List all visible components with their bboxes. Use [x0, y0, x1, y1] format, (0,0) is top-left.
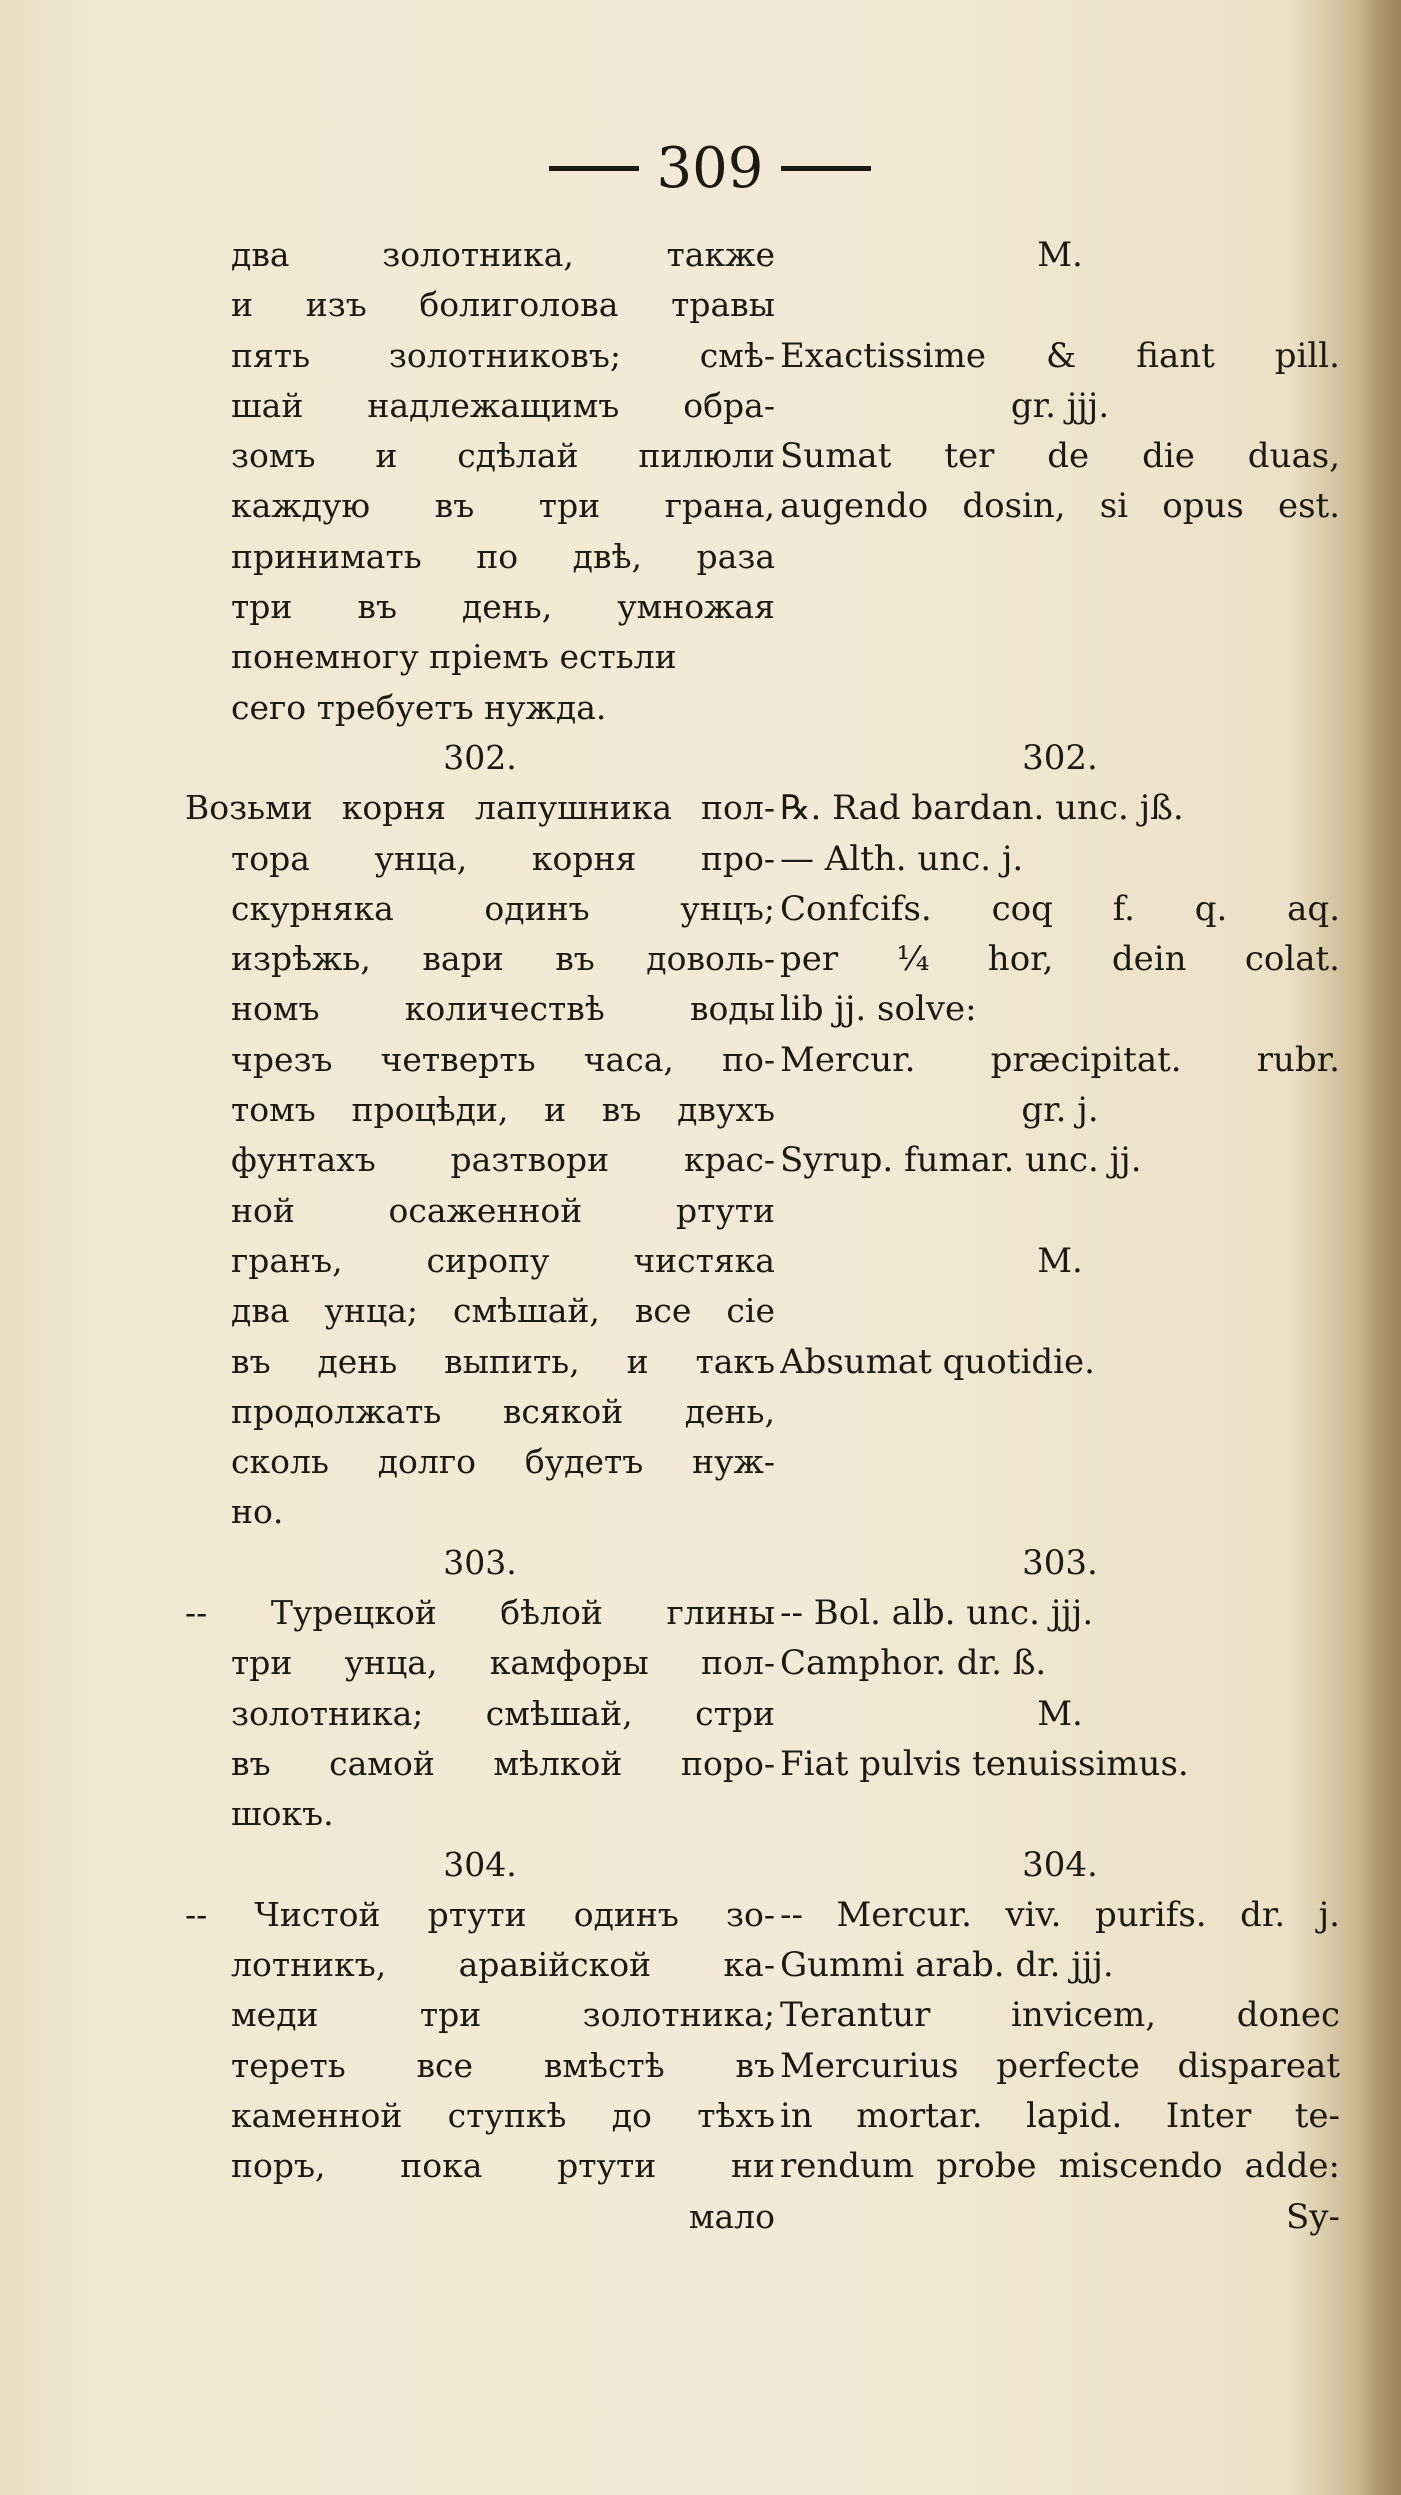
russian-text-line: томъ процѣди, и въ двухъ [231, 1090, 775, 1130]
russian-text-line: изрѣжь, вари въ доволь- [231, 939, 775, 979]
latin-text-line: 302. [1022, 737, 1098, 778]
latin-text-line [780, 1387, 1340, 1437]
latin-text-line [780, 1437, 1340, 1487]
russian-text-line: Возьми корня лапушника пол- [185, 788, 775, 828]
russian-text-line: фунтахъ разтвори крас- [231, 1140, 775, 1180]
latin-text-line: — Alth. unc. j. [780, 838, 1024, 879]
russian-text-line: номъ количествѣ воды [231, 989, 775, 1029]
russian-text-line: 304. [443, 1844, 517, 1884]
russian-text-line: чрезъ четверть часа, по- [231, 1039, 775, 1079]
header-dash-right [781, 166, 871, 171]
russian-text-line: сколь долго будетъ нуж- [231, 1442, 775, 1482]
latin-text-line: rendum probe miscendo adde: [780, 2146, 1340, 2187]
latin-text-line [780, 582, 1340, 632]
latin-text-line: M. [1037, 1240, 1083, 1281]
russian-text-line: лотникъ, аравiйской ка- [231, 1945, 775, 1985]
russian-text-line: принимать по двѣ, раза [231, 536, 775, 576]
russian-text-line: скурняка одинъ унцъ; [231, 888, 775, 928]
latin-text-line: lib jj. solve: [780, 989, 977, 1030]
latin-column [780, 230, 1340, 2242]
latin-text-line: Syrup. fumar. unc. jj. [780, 1140, 1142, 1181]
latin-text-line: -- Bol. alb. unc. jjj. [780, 1593, 1094, 1634]
russian-column [185, 230, 775, 2242]
russian-text-line: тора унца, корня про- [231, 838, 775, 878]
latin-text-line: augendo dosin, si opus est. [780, 486, 1340, 527]
russian-text-line: -- Турецкой бѣлой глины [185, 1593, 775, 1633]
latin-text-line [780, 280, 1340, 330]
latin-text-line: in mortar. lapid. Inter te- [780, 2095, 1340, 2136]
header-dash-left [549, 166, 639, 171]
latin-text-line: gr. jjj. [1010, 385, 1110, 426]
latin-text-line: Sumat ter de die duas, [780, 436, 1340, 477]
russian-text-line: и изъ болиголова травы [231, 285, 775, 325]
latin-text-line: Mercurius perfecte dispareat [780, 2045, 1340, 2086]
latin-text-line [780, 683, 1340, 733]
russian-text-line: золотника; смѣшай, стри [231, 1693, 775, 1733]
russian-text-line: ной осаженной ртути [231, 1190, 775, 1230]
russian-text-line: два золотника, также [231, 235, 775, 274]
russian-text-line: шокъ. [231, 1794, 334, 1834]
russian-text-line: понемногу прiемъ естьли [231, 637, 677, 677]
russian-text-line: но. [231, 1492, 284, 1532]
russian-text-line: мало [688, 2196, 775, 2236]
latin-text-line [780, 1286, 1340, 1336]
russian-text-line: три унца, камфоры пол- [231, 1643, 775, 1683]
russian-text-line: шай надлежащимъ обра- [231, 385, 775, 425]
latin-text-line: Fiat pulvis tenuissimus. [780, 1743, 1189, 1784]
latin-text-line: gr. j. [1021, 1090, 1099, 1131]
latin-text-line: per ¼ hor, dein colat. [780, 939, 1340, 980]
latin-text-line: Terantur invicem, donec [780, 1995, 1340, 2036]
latin-text-line: Mercur. præcipitat. rubr. [780, 1039, 1340, 1080]
page-edge-shadow [1359, 0, 1401, 2495]
page-header [540, 128, 880, 208]
russian-text-line: тереть все вмѣстѣ въ [231, 2045, 775, 2085]
russian-text-line: меди три золотника; [231, 1995, 775, 2035]
russian-text-line: 302. [443, 737, 517, 777]
latin-text-line: ℞. Rad bardan. unc. jß. [780, 788, 1184, 829]
russian-text-line: сего требуетъ нужда. [231, 687, 607, 727]
russian-text-line: зомъ и сдѣлай пилюли [231, 436, 775, 476]
latin-text-line: M. [1037, 1693, 1083, 1734]
russian-text-line: каждую въ три грана, [231, 486, 775, 526]
latin-text-line [780, 1487, 1340, 1537]
russian-text-line: гранъ, сиропу чистяка [231, 1240, 775, 1280]
page-number: 309 [656, 135, 764, 201]
russian-text-line: въ самой мѣлкой поро- [231, 1743, 775, 1783]
latin-text-line [780, 532, 1340, 582]
latin-text-line: M. [1037, 235, 1083, 275]
latin-text-line: Sy- [1286, 2196, 1340, 2237]
russian-text-line: поръ, пока ртути ни [231, 2146, 775, 2186]
latin-text-line: -- Mercur. viv. purifs. dr. j. [780, 1894, 1340, 1935]
latin-text-line: Gummi arab. dr. jjj. [780, 1945, 1114, 1986]
russian-text-line: -- Чистой ртути одинъ зо- [185, 1894, 775, 1934]
russian-text-line: три въ день, умножая [231, 587, 775, 627]
latin-text-line: Exactissime & fiant pill. [780, 335, 1340, 376]
latin-text-line: Absumat quotidie. [780, 1341, 1095, 1382]
latin-text-line: 304. [1022, 1844, 1098, 1885]
latin-text-line: 303. [1022, 1542, 1098, 1583]
russian-text-line: продолжать всякой день, [231, 1391, 775, 1431]
russian-text-line: каменной ступкѣ до тѣхъ [231, 2095, 775, 2135]
latin-text-line: Confcifs. coq f. q. aq. [780, 888, 1340, 929]
latin-text-line: Camphor. dr. ß. [780, 1643, 1047, 1684]
latin-text-line [780, 1789, 1340, 1839]
latin-text-line [780, 632, 1340, 682]
russian-text-line: пять золотниковъ; смѣ- [231, 335, 775, 375]
latin-text-line [780, 1186, 1340, 1236]
russian-text-line: два унца; смѣшай, все сiе [231, 1291, 775, 1331]
russian-text-line: 303. [443, 1542, 517, 1582]
russian-text-line: въ день выпить, и такъ [231, 1341, 775, 1381]
